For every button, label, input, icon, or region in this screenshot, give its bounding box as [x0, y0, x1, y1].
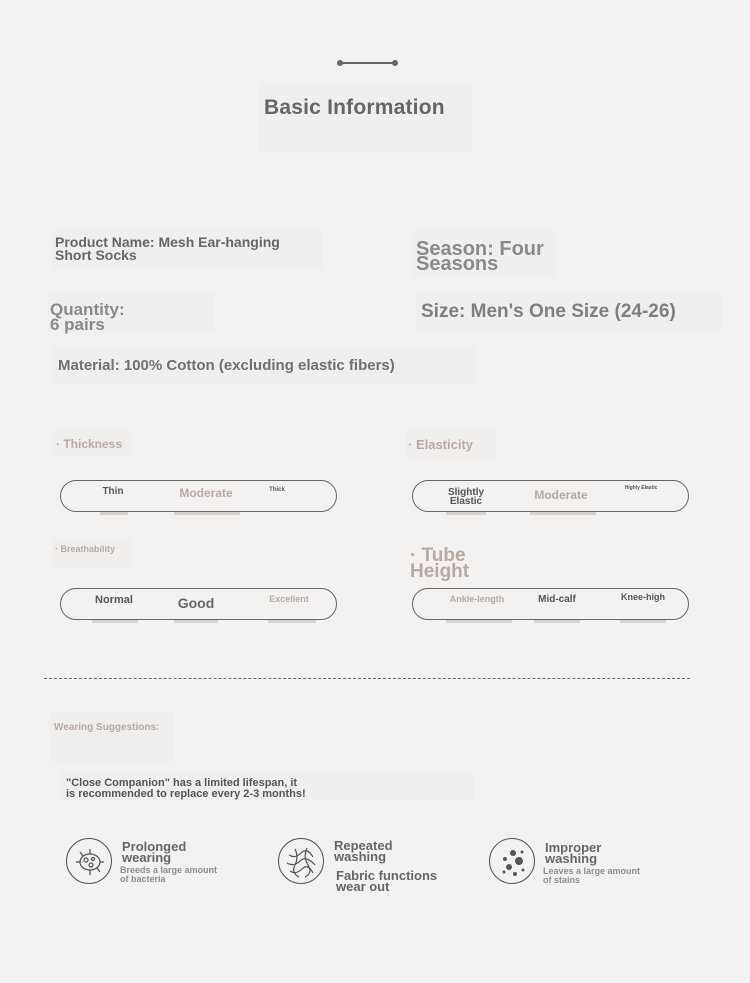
breathability-option-good: Good: [177, 595, 215, 611]
issue-desc-stains: Leaves a large amount of stains: [543, 866, 641, 885]
tick-mark: [620, 620, 666, 623]
issue-desc-bacteria: Breeds a large amount of bacteria: [120, 865, 218, 884]
tick-mark: [100, 512, 128, 515]
thickness-option-moderate: Moderate: [179, 486, 233, 500]
thickness-title: · Thickness: [52, 430, 132, 456]
elasticity-option-slightly-elastic: Slightly Elastic: [447, 487, 485, 507]
elasticity-title: · Elasticity: [406, 430, 496, 458]
quantity: Quantity: 6 pairs: [47, 292, 214, 332]
divider-dot-right: [392, 60, 398, 66]
thickness-option-thick: Thick: [269, 487, 285, 493]
material: Material: 100% Cotton (excluding elastic fibers): [52, 348, 476, 384]
wearing-suggestions-title: Wearing Suggestions:: [50, 712, 174, 762]
elasticity-option-moderate: Moderate: [534, 488, 588, 502]
size: Size: Men's One Size (24-26): [416, 292, 722, 332]
tube-height-option-ankle: Ankle-length: [449, 594, 505, 604]
bacteria-icon: [66, 838, 112, 884]
tube-height-option-mid-calf: Mid-calf: [538, 594, 576, 605]
product-name: Product Name: Mesh Ear-hanging Short Socks: [52, 230, 322, 270]
breathability-option-normal: Normal: [95, 594, 133, 606]
breathability-title: · Breathability: [52, 538, 132, 568]
season: Season: Four Seasons: [413, 230, 556, 278]
tick-mark: [174, 620, 218, 623]
page-title: Basic Information: [264, 96, 445, 119]
tube-height-title: · Tube Height: [410, 545, 470, 582]
issue-title-repeated-washing: Repeated washing: [334, 838, 393, 864]
tube-height-option-knee-high: Knee-high: [621, 592, 665, 602]
tick-mark: [268, 620, 316, 623]
divider-dot-left: [337, 60, 343, 66]
replacement-recommendation: "Close Companion" has a limited lifespan, it is recommended to replace every 2-3 months!: [60, 772, 474, 800]
tick-mark: [446, 512, 486, 515]
issue-title-prolonged-wearing: Prolonged wearing: [122, 839, 187, 865]
stains-icon: [489, 838, 535, 884]
breathability-option-excellent: Excellent: [269, 594, 309, 604]
tick-mark: [446, 620, 512, 623]
issue-desc-fabric-wear: Fabric functions wear out: [336, 868, 438, 894]
tick-mark: [174, 512, 240, 515]
tick-mark: [534, 620, 580, 623]
elasticity-option-highly-elastic: Highly Elastic: [624, 485, 658, 491]
tick-mark: [92, 620, 138, 623]
header-divider: [340, 62, 396, 64]
thickness-option-thin: Thin: [102, 486, 124, 497]
tick-mark: [530, 512, 596, 515]
section-divider: [44, 678, 690, 679]
issue-title-improper-washing: Improper washing: [545, 840, 602, 866]
worn-fabric-icon: [278, 838, 324, 884]
title-block: [258, 82, 472, 152]
